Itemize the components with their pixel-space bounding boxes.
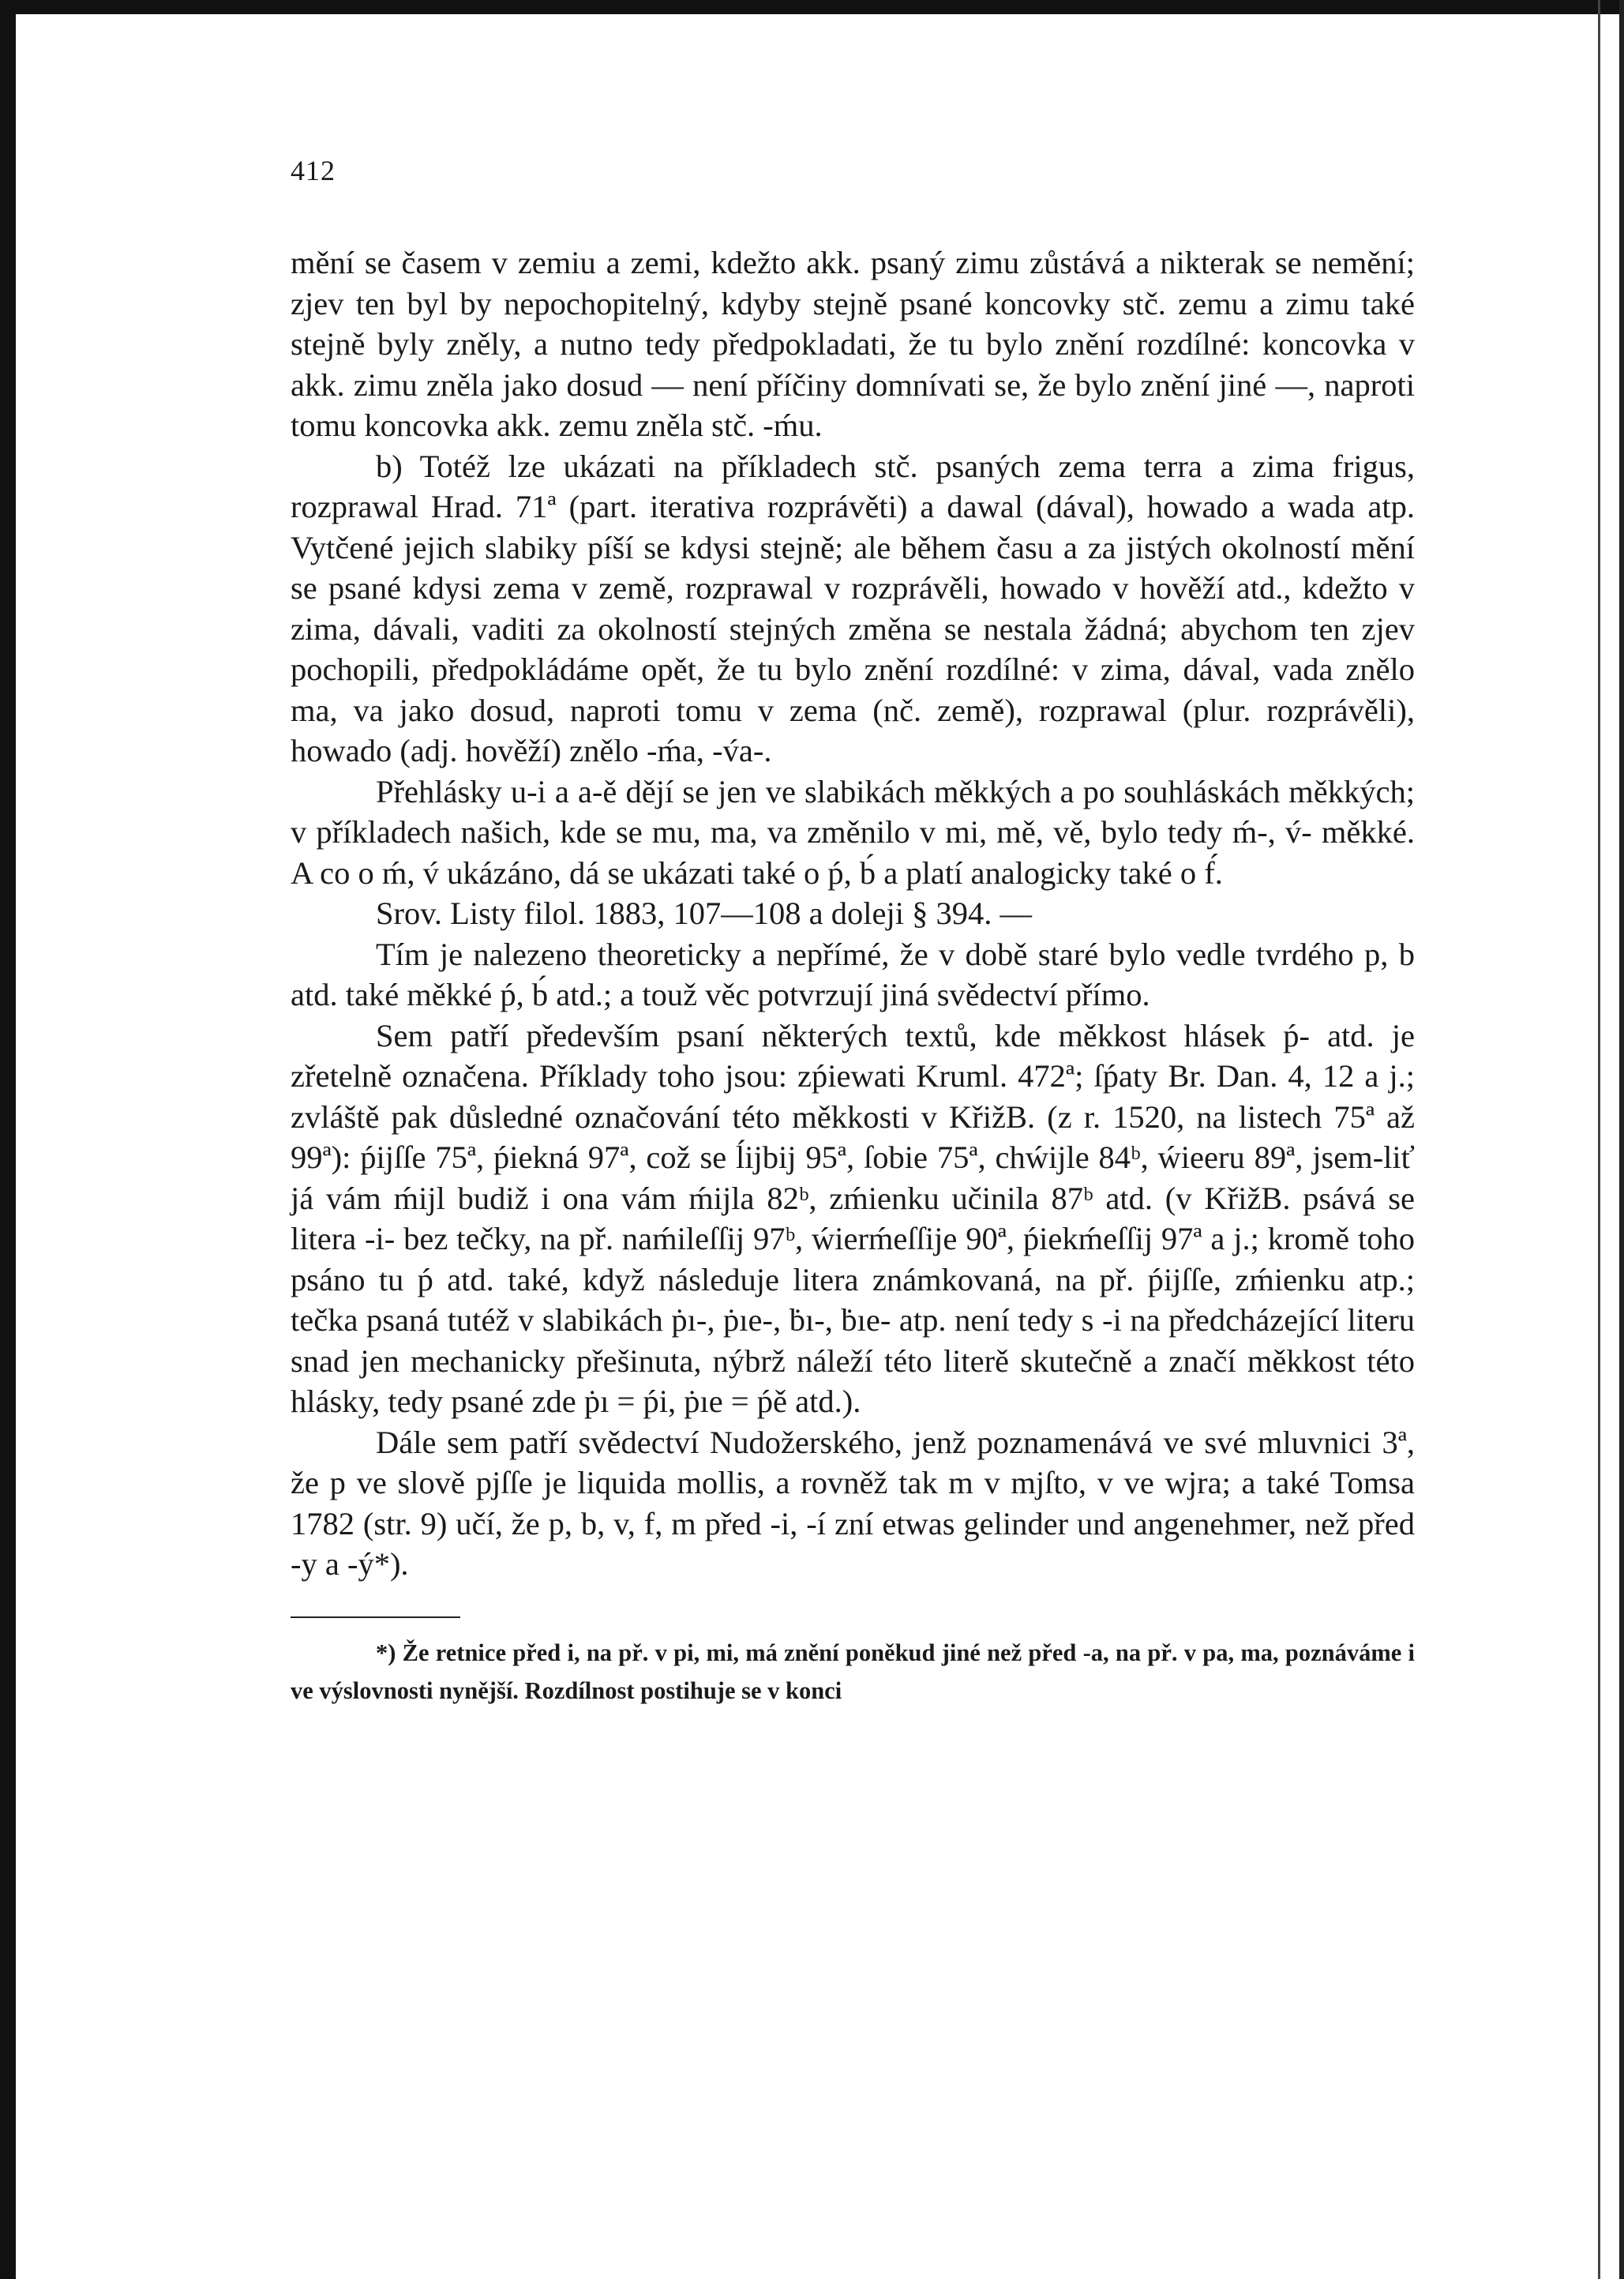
scan-border-right: [1619, 0, 1624, 2279]
footnote: *) Že retnice před i, na př. v pi, mi, má znění poněkud jiné než před -a, na př. v pa, ma, poznáváme i ve výslovnosti nynější. Rozdílnost postihuje se v konci: [291, 1639, 1415, 1704]
paragraph-7: Dále sem patří svědectví Nudožerského, jenž poznamenává ve své mluvnici 3ª, že p ve slově pjſſe je liquida mollis, a rovněž tak m v mjſto, v ve wjra; a také Tomsa 1782 (str. 9) učí, že p, b, v, f, m před -i, -í zní etwas gelinder und angenehmer, než před -y a -ý*).: [291, 1424, 1415, 1582]
paragraph-1: mění se časem v zemiu a zemi, kdežto akk. psaný zimu zůstává a nikterak se nemění; zjev ten byl by nepochopitelný, kdyby stejně psané koncovky stč. zemu a zimu také stejně byly zněly, a nutno tedy předpokladati, že tu bylo znění rozdílné: koncovka v akk. zimu zněla jako dosud — není příčiny domnívati se, že bylo znění jiné —, naproti tomu koncovka akk. zemu zněla stč. -ḿu.: [291, 245, 1415, 443]
scan-border-top: [0, 0, 1624, 14]
footnote-divider: [291, 1616, 460, 1618]
paragraph-2: b) Totéž lze ukázati na příkladech stč. psaných zema terra a zima frigus, rozprawal Hrad. 71ª (part. iterativa rozprávěti) a dawal (dával), howado a wada atp. Vytčené jejich slabiky píší se kdysi stejně; ale během času a za jistých okolností mění se psané kdysi zema v země, rozprawal v rozprávěli, howado v hověží atd., kdežto v zima, dávali, vaditi za okolností stejných změna se nestala žádná; abychom ten zjev pochopili, předpokládáme opět, že tu bylo znění rozdílné: v zima, dával, vada znělo ma, va jako dosud, naproti tomu v zema (nč. země), rozprawal (plur. rozprávěli), howado (adj. hověží) znělo -ḿa, -v́a-.: [291, 448, 1415, 768]
scan-border-right-line: [1598, 0, 1600, 2279]
page-body: [291, 154, 1415, 1710]
page-number: 412: [291, 155, 336, 186]
paragraph-3: Přehlásky u-i a a-ě dějí se jen ve slabikách měkkých a po souhláskách měkkých; v příkladech našich, kde se mu, ma, va změnilo v mi, mě, vě, bylo tedy ḿ-, v́- měkké. A co o ḿ, v́ ukázáno, dá se ukázati také o ṕ, b́ a platí analogicky také o f́.: [291, 773, 1415, 891]
scan-border-left: [0, 0, 16, 2279]
paragraph-6: Sem patří především psaní některých textů, kde měkkost hlásek ṕ- atd. je zřetelně označena. Příklady toho jsou: zṕiewati Kruml. 472ª; ſṕaty Br. Dan. 4, 12 a j.; zvláště pak důsledné označování této měkkosti v KřižB. (z r. 1520, na listech 75ª až 99ª): ṕijſſe 75ª, ṕiekná 97ª, což se ĺijbij 95ª, ſobie 75ª, chẃijle 84ᵇ, ẃieeru 89ª, jsem-liť já vám ḿijl budiž i ona vám ḿijla 82ᵇ, zḿienku učinila 87ᵇ atd. (v KřižB. psává se litera -i- bez tečky, na př. naḿileſſij 97ᵇ, ẃierḿeſſije 90ª, ṕiekḿeſſij 97ª a j.; kromě toho psáno tu ṕ atd. také, když následuje litera známkovaná, na př. ṕijſſe, zḿienku atp.; tečka psaná tutéž v slabikách ṗı-, ṗıe-, ḃı-, ḃıe- atp. není tedy s -i na předcházející literu snad jen mechanicky přešinuta, nýbrž náleží této literě skutečně a značí měkkost této hlásky, tedy psané zde ṗı = ṕi, ṗıe = ṕě atd.).: [291, 1017, 1415, 1419]
paragraph-4: Srov. Listy filol. 1883, 107—108 a doleji § 394. —: [376, 895, 1032, 931]
paragraph-5: Tím je nalezeno theoreticky a nepřímé, že v době staré bylo vedle tvrdého p, b atd. také měkké ṕ, b́ atd.; a touž věc potvrzují jiná svědectví přímo.: [291, 936, 1415, 1012]
